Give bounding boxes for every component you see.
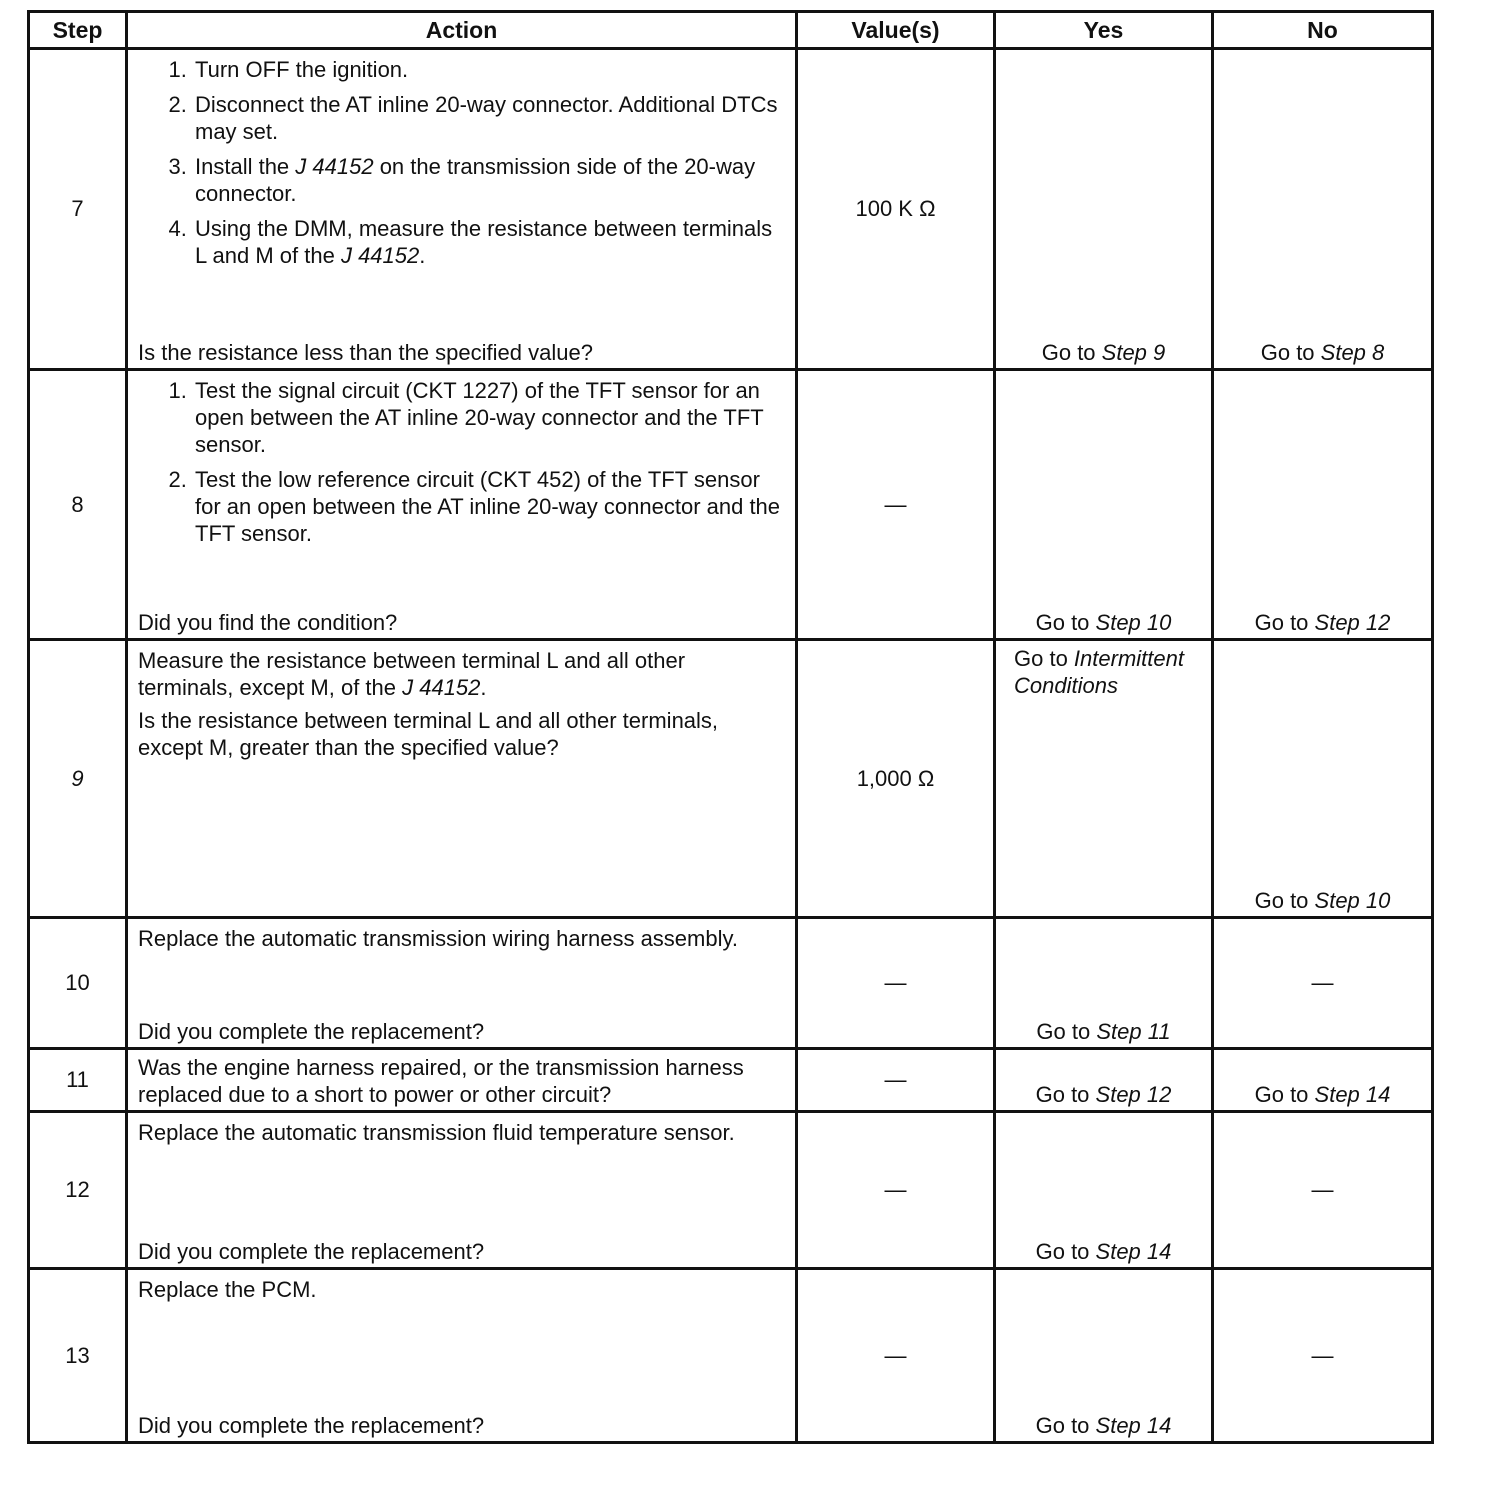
no-cell [1213, 640, 1433, 918]
step-number: 7 [29, 49, 127, 370]
step-number: 8 [29, 370, 127, 640]
value-cell: — [797, 1049, 995, 1112]
action-question: Was the engine harness repaired, or the transmission harness replaced due to a short to power or other circuit? [138, 1055, 744, 1107]
no-goto-link[interactable]: Go to Step 10 [1254, 888, 1391, 913]
value-cell: — [797, 1112, 995, 1269]
step-number: 11 [29, 1049, 127, 1112]
step-number: 13 [29, 1269, 127, 1443]
table-row-step-7 [29, 49, 1433, 370]
value-cell: — [797, 1269, 995, 1443]
table-row-step-10 [29, 918, 1433, 1049]
yes-cell [995, 1049, 1213, 1112]
header-row [29, 12, 1433, 49]
action-cell [127, 370, 797, 640]
value-cell: 100 K Ω [797, 49, 995, 370]
yes-goto-link[interactable]: Go to Intermittent Conditions [1014, 646, 1184, 698]
no-cell: — [1213, 918, 1433, 1049]
header-step: Step [29, 12, 127, 49]
action-step-item: 2. Test the low reference circuit (CKT 452) of the TFT sensor for an open between the AT inline 20-way connector and the TFT sensor. [193, 466, 785, 547]
yes-goto-link[interactable]: Go to Step 11 [1036, 1019, 1171, 1044]
no-cell: — [1213, 1269, 1433, 1443]
action-cell [127, 918, 797, 1049]
no-cell: — [1213, 1112, 1433, 1269]
action-instruction: Replace the PCM. [138, 1277, 317, 1302]
no-goto-link[interactable]: Go to Step 12 [1254, 610, 1391, 635]
yes-goto-link[interactable]: Go to Step 14 [1035, 1239, 1172, 1264]
action-cell [127, 49, 797, 370]
table-row-step-11 [29, 1049, 1433, 1112]
step-number: 9 [29, 640, 127, 918]
no-cell [1213, 49, 1433, 370]
yes-goto-link[interactable]: Go to Step 9 [1041, 340, 1166, 365]
action-instruction: Replace the automatic transmission wiring harness assembly. [138, 926, 738, 951]
tool-reference: J 44152 [295, 154, 374, 179]
action-instruction: Measure the resistance between terminal L and all other terminals, except M, of the J 44152. [138, 648, 686, 700]
action-cell [127, 640, 797, 918]
value-cell: — [797, 918, 995, 1049]
action-step-item: 2. Disconnect the AT inline 20-way connector. Additional DTCs may set. [193, 91, 785, 145]
yes-goto-link[interactable]: Go to Step 14 [1035, 1413, 1172, 1438]
header-no: No [1213, 12, 1433, 49]
action-steps [138, 56, 785, 269]
yes-cell [995, 49, 1213, 370]
yes-goto-link[interactable]: Go to Step 10 [1035, 610, 1172, 635]
step-number: 10 [29, 918, 127, 1049]
tool-reference: J 44152 [402, 675, 481, 700]
yes-cell [995, 640, 1213, 918]
value-cell: 1,000 Ω [797, 640, 995, 918]
action-cell [127, 1269, 797, 1443]
tool-reference: J 44152 [340, 243, 420, 268]
no-cell [1213, 1049, 1433, 1112]
yes-cell [995, 1269, 1213, 1443]
action-cell [127, 1049, 797, 1112]
yes-cell [995, 370, 1213, 640]
header-action: Action [127, 12, 797, 49]
action-question: Did you find the condition? [138, 610, 398, 635]
action-question: Is the resistance between terminal L and all other terminals, except M, greater than the specified value? [138, 708, 719, 760]
header-values: Value(s) [797, 12, 995, 49]
diagnostic-table [27, 10, 1434, 1444]
no-cell [1213, 370, 1433, 640]
step-number: 12 [29, 1112, 127, 1269]
action-step-item: 1. Turn OFF the ignition. [193, 56, 785, 83]
action-step-item: 4. Using the DMM, measure the resistance between terminals L and M of the J 44152. [193, 215, 785, 269]
action-step-item: 3. Install the J 44152 on the transmission side of the 20-way connector. [193, 153, 785, 207]
table-row-step-9 [29, 640, 1433, 918]
action-cell [127, 1112, 797, 1269]
table-row-step-13 [29, 1269, 1433, 1443]
yes-goto-link[interactable]: Go to Step 12 [1035, 1082, 1172, 1107]
action-step-item: 1. Test the signal circuit (CKT 1227) of the TFT sensor for an open between the AT inline 20-way connector and the TFT sensor. [193, 377, 785, 458]
header-yes: Yes [995, 12, 1213, 49]
no-goto-link[interactable]: Go to Step 14 [1254, 1082, 1391, 1107]
yes-cell [995, 918, 1213, 1049]
action-question: Did you complete the replacement? [138, 1239, 485, 1264]
no-goto-link[interactable]: Go to Step 8 [1260, 340, 1385, 365]
action-question: Did you complete the replacement? [138, 1413, 485, 1438]
table-row-step-12 [29, 1112, 1433, 1269]
action-question: Did you complete the replacement? [138, 1019, 485, 1044]
action-steps [138, 377, 785, 547]
action-instruction: Replace the automatic transmission fluid temperature sensor. [138, 1120, 735, 1145]
table-row-step-8 [29, 370, 1433, 640]
value-cell: — [797, 370, 995, 640]
action-question: Is the resistance less than the specified value? [138, 340, 593, 365]
yes-cell [995, 1112, 1213, 1269]
